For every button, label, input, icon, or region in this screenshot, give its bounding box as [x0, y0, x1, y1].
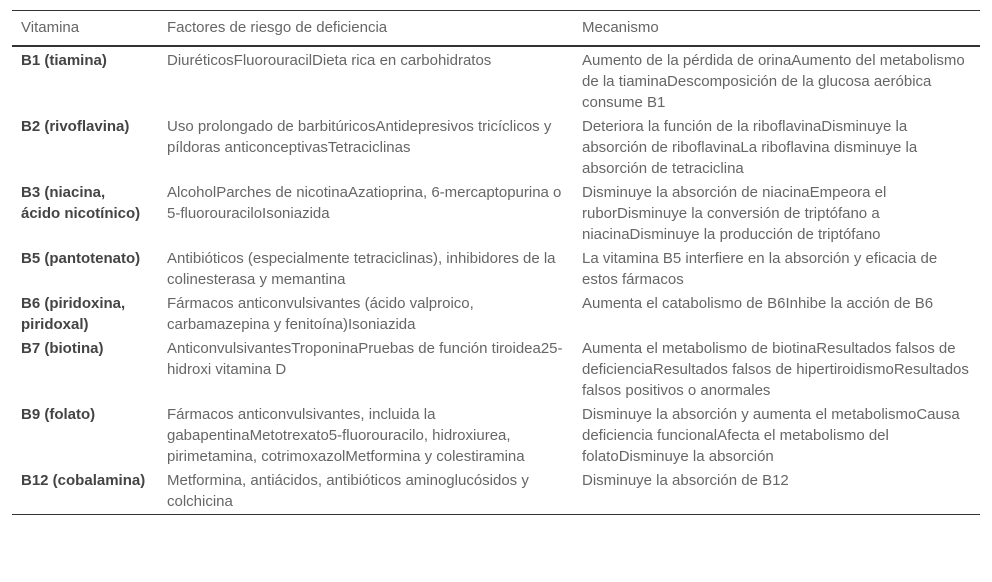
risk-factors-cell: Metformina, antiácidos, antibióticos aminoglucósidos y colchicina: [158, 468, 573, 515]
risk-factors-cell: AnticonvulsivantesTroponinaPruebas de función tiroidea25-hidroxi vitamina D: [167, 340, 563, 378]
risk-factors-cell: DiuréticosFluorouracilDieta rica en carbohidratos: [167, 52, 492, 69]
risk-factors-cell: Fármacos anticonvulsivantes (ácido valproico, carbamazepina y fenitoína)Isoniazida: [167, 295, 474, 333]
vitamin-cell: B7 (biotina): [21, 340, 104, 357]
vitamin-cell: B5 (pantotenato): [21, 250, 141, 267]
risk-factors-cell: Antibióticos (especialmente tetraciclinas), inhibidores de la colinesterasa y memantina: [167, 250, 556, 288]
table-row: [12, 291, 980, 336]
mechanism-cell: Deteriora la función de la riboflavinaDisminuye la absorción de riboflavinaLa riboflavina disminuye la absorción de tetraciclina: [582, 118, 918, 177]
vitamin-deficiency-table: [12, 10, 980, 515]
mechanism-cell: Aumenta el catabolismo de B6Inhibe la acción de B6: [582, 295, 934, 312]
vitamin-cell: B2 (rivoflavina): [21, 118, 130, 135]
risk-factors-cell: AlcoholParches de nicotinaAzatioprina, 6-mercaptopurina o 5-fluorouraciloIsoniazida: [167, 184, 562, 222]
mechanism-cell: Aumenta el metabolismo de biotinaResultados falsos de deficienciaResultados falsos de hipertiroidismoResultados falsos positivos o anormales: [582, 340, 969, 399]
risk-factors-cell: Uso prolongado de barbitúricosAntidepresivos tricíclicos y píldoras anticonceptivasTetraciclinas: [167, 118, 552, 156]
column-header-mechanism: Mecanismo: [573, 11, 980, 47]
table-container: [12, 10, 980, 515]
table-row: [12, 402, 980, 468]
table-row: [12, 180, 980, 246]
mechanism-cell: La vitamina B5 interfiere en la absorción y eficacia de estos fármacos: [582, 250, 938, 288]
mechanism-cell: Disminuye la absorción de niacinaEmpeora el ruborDisminuye la conversión de triptófano a niacinaDisminuye la producción de triptófano: [582, 184, 887, 243]
column-header-risk-factors: Factores de riesgo de deficiencia: [158, 11, 573, 47]
table-row: [12, 46, 980, 114]
mechanism-cell: Disminuye la absorción de B12: [573, 468, 980, 515]
mechanism-cell: Aumento de la pérdida de orinaAumento del metabolismo de la tiaminaDescomposición de la glucosa aeróbica consume B1: [582, 52, 965, 111]
risk-factors-cell: Fármacos anticonvulsivantes, incluida la gabapentinaMetotrexato5-fluorouracilo, hidroxiurea, pirimetamina, cotrimoxazolMetformina y colestiramina: [167, 406, 525, 465]
vitamin-cell: B1 (tiamina): [21, 52, 107, 69]
column-header-vitamin: Vitamina: [12, 11, 158, 47]
vitamin-cell: B9 (folato): [21, 406, 96, 423]
header-row: [12, 11, 980, 47]
table-body: [12, 46, 980, 515]
table-row: [12, 336, 980, 402]
mechanism-cell: Disminuye la absorción y aumenta el metabolismoCausa deficiencia funcionalAfecta el metabolismo del folatoDisminuye la absorción: [582, 406, 960, 465]
table-row: [12, 114, 980, 180]
table-row: [12, 468, 980, 515]
vitamin-cell: B3 (niacina, ácido nicotínico): [21, 184, 141, 222]
vitamin-cell: B12 (cobalamina): [12, 468, 158, 515]
table-row: [12, 246, 980, 291]
table-header: [12, 11, 980, 47]
vitamin-cell: B6 (piridoxina, piridoxal): [21, 295, 126, 333]
